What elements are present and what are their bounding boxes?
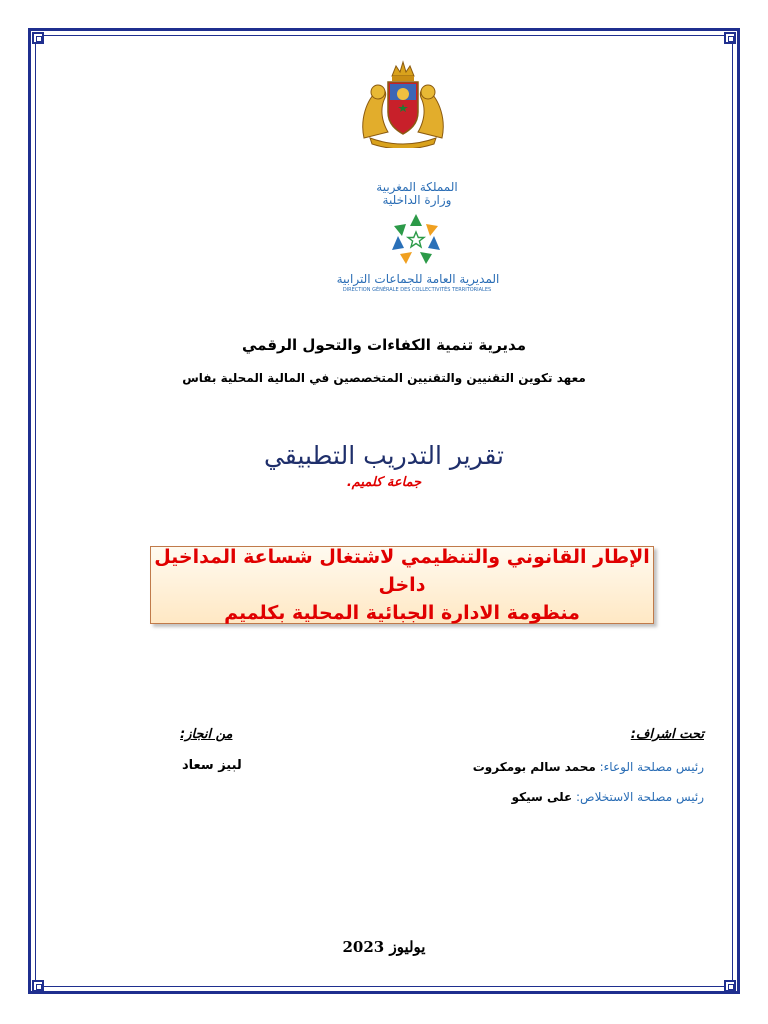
dgct-star-logo-icon bbox=[384, 210, 448, 270]
author-heading: من انجاز: bbox=[180, 727, 233, 742]
directorate-french: DIRECTION GÉNÉRALE DES COLLECTIVITÉS TERRITORIALES bbox=[342, 287, 492, 293]
topic-line-2: منظومة الادارة الجبائية المحلية بكلميم bbox=[224, 602, 580, 624]
directorate-arabic: المديرية العامة للجماعات الترابية bbox=[336, 272, 500, 286]
report-subtitle: جماعة كلميم. bbox=[346, 475, 422, 490]
supervision-heading: تحت اشراف: bbox=[630, 727, 704, 742]
supervisor-1 bbox=[473, 760, 704, 774]
report-title: تقرير التدريب التطبيقي bbox=[263, 441, 505, 470]
border-corner-ornament bbox=[724, 980, 736, 992]
kingdom-line: المملكة المغربية bbox=[376, 180, 458, 194]
supervisor-1-role: رئيس مصلحة الوعاء: bbox=[599, 760, 704, 774]
report-topic-box bbox=[150, 546, 654, 624]
report-date: يوليوز 2023 bbox=[342, 938, 426, 956]
border-corner-ornament bbox=[724, 32, 736, 44]
moroccan-coat-of-arms-icon bbox=[358, 60, 448, 148]
border-corner-ornament bbox=[32, 32, 44, 44]
supervisor-2-role: رئيس مصلحة الاستخلاص: bbox=[576, 790, 704, 804]
ministry-line: وزارة الداخلية bbox=[382, 193, 452, 207]
author-name: لبيز سعاد bbox=[182, 758, 242, 773]
supervisor-2 bbox=[512, 790, 704, 804]
supervisor-1-name: محمد سالم بومكروت bbox=[472, 760, 596, 774]
institute-name: معهد تكوين التقنيين والتقنيين المتخصصين في المالية المحلية بفاس bbox=[182, 371, 586, 385]
border-corner-ornament bbox=[32, 980, 44, 992]
supervisor-2-name: على سيكو bbox=[511, 790, 573, 804]
department-name: مديرية تنمية الكفاءات والتحول الرقمي bbox=[242, 336, 526, 354]
topic-line-1: الإطار القانوني والتنظيمي لاشتغال شساعة المداخيل داخل bbox=[154, 546, 650, 596]
page-border-inner bbox=[35, 35, 733, 987]
